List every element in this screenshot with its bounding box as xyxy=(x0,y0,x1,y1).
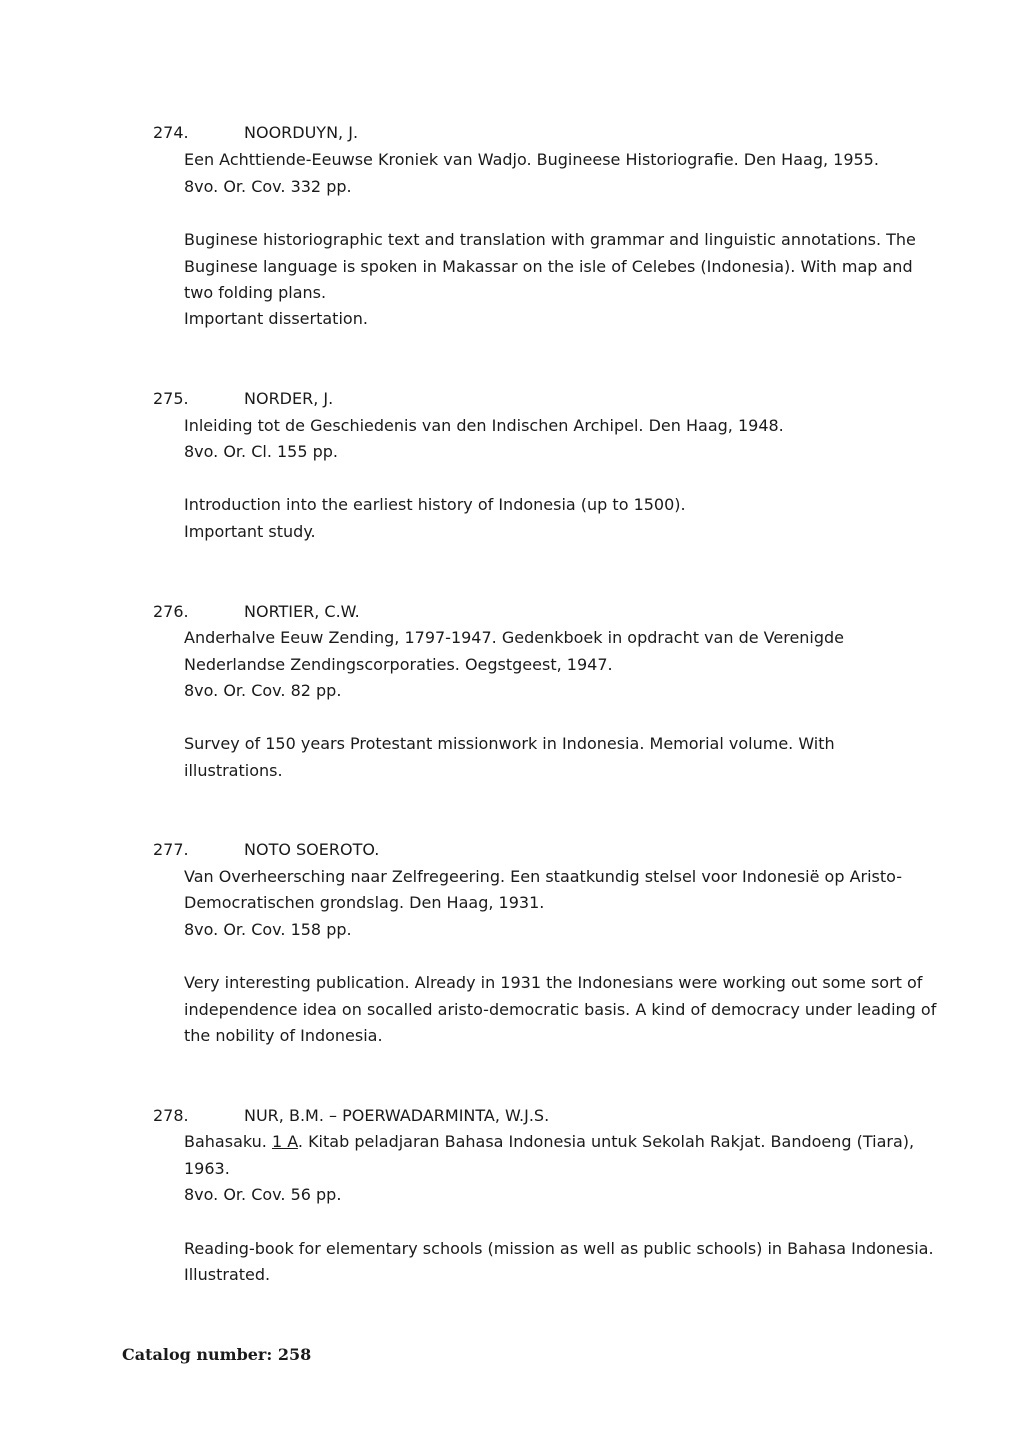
entry-title-prefix: Bahasaku. xyxy=(184,1132,272,1151)
entry-description-line: Reading-book for elementary schools (mission as well as public schools) in Bahasa Indonesia. xyxy=(184,1239,934,1258)
entry-title-line: Nederlandse Zendingscorporaties. Oegstgeest, 1947. xyxy=(184,655,613,674)
entry-author: NORDER, J. xyxy=(244,389,334,408)
entry-format: 8vo. Or. Cov. 56 pp. xyxy=(184,1185,342,1204)
catalog-number-footer: Catalog number: 258 xyxy=(122,1345,312,1364)
entry-number: 276. xyxy=(153,602,189,621)
entry-description-line: Important study. xyxy=(184,522,316,541)
entry-number: 275. xyxy=(153,389,189,408)
entry-description-line: Buginese language is spoken in Makassar on the isle of Celebes (Indonesia). With map and xyxy=(184,257,913,276)
entry-description-line: the nobility of Indonesia. xyxy=(184,1026,383,1045)
entry-title-line: 1963. xyxy=(184,1159,230,1178)
entry-title-line: Van Overheersching naar Zelfregeering. Een staatkundig stelsel voor Indonesië op Aristo- xyxy=(184,867,903,886)
entry-number: 277. xyxy=(153,840,189,859)
entry-author: NOTO SOEROTO. xyxy=(244,840,380,859)
entry-author: NOORDUYN, J. xyxy=(244,123,359,142)
entry-format: 8vo. Or. Cov. 82 pp. xyxy=(184,681,342,700)
entry-description-line: Illustrated. xyxy=(184,1265,271,1284)
entry-title-line: Een Achttiende-Eeuwse Kroniek van Wadjo. Bugineese Historiografie. Den Haag, 1955. xyxy=(184,150,879,169)
entry-format: 8vo. Or. Cov. 332 pp. xyxy=(184,177,352,196)
entry-title-line: Anderhalve Eeuw Zending, 1797-1947. Gedenkboek in opdracht van de Verenigde xyxy=(184,628,845,647)
entry-title-line: Democratischen grondslag. Den Haag, 1931. xyxy=(184,893,545,912)
entry-description-line: Introduction into the earliest history of Indonesia (up to 1500). xyxy=(184,495,686,514)
entry-title-volume: 1 A xyxy=(271,1132,298,1151)
entry-description-line: Very interesting publication. Already in 1931 the Indonesians were working out some sort of xyxy=(184,973,923,992)
entry-author: NORTIER, C.W. xyxy=(244,602,360,621)
entry-title-line: Inleiding tot de Geschiedenis van den Indischen Archipel. Den Haag, 1948. xyxy=(184,416,784,435)
entry-format: 8vo. Or. Cov. 158 pp. xyxy=(184,920,352,939)
entry-description-line: Buginese historiographic text and translation with grammar and linguistic annotations. The xyxy=(184,230,916,249)
entry-description-line: independence idea on socalled aristo-democratic basis. A kind of democracy under leading of xyxy=(184,1000,937,1019)
entry-description-line: Survey of 150 years Protestant missionwork in Indonesia. Memorial volume. With xyxy=(184,734,835,753)
entry-author: NUR, B.M. – POERWADARMINTA, W.J.S. xyxy=(244,1106,550,1125)
entry-description-line: two folding plans. xyxy=(184,283,327,302)
entry-format: 8vo. Or. Cl. 155 pp. xyxy=(184,442,339,461)
entry-title-line xyxy=(184,1129,914,1155)
entry-description-line: Important dissertation. xyxy=(184,309,368,328)
entry-number: 274. xyxy=(153,123,189,142)
entry-title-suffix: . Kitab peladjaran Bahasa Indonesia untuk Sekolah Rakjat. Bandoeng (Tiara), xyxy=(297,1132,915,1151)
entry-number: 278. xyxy=(153,1106,189,1125)
entry-description-line: illustrations. xyxy=(184,761,283,780)
